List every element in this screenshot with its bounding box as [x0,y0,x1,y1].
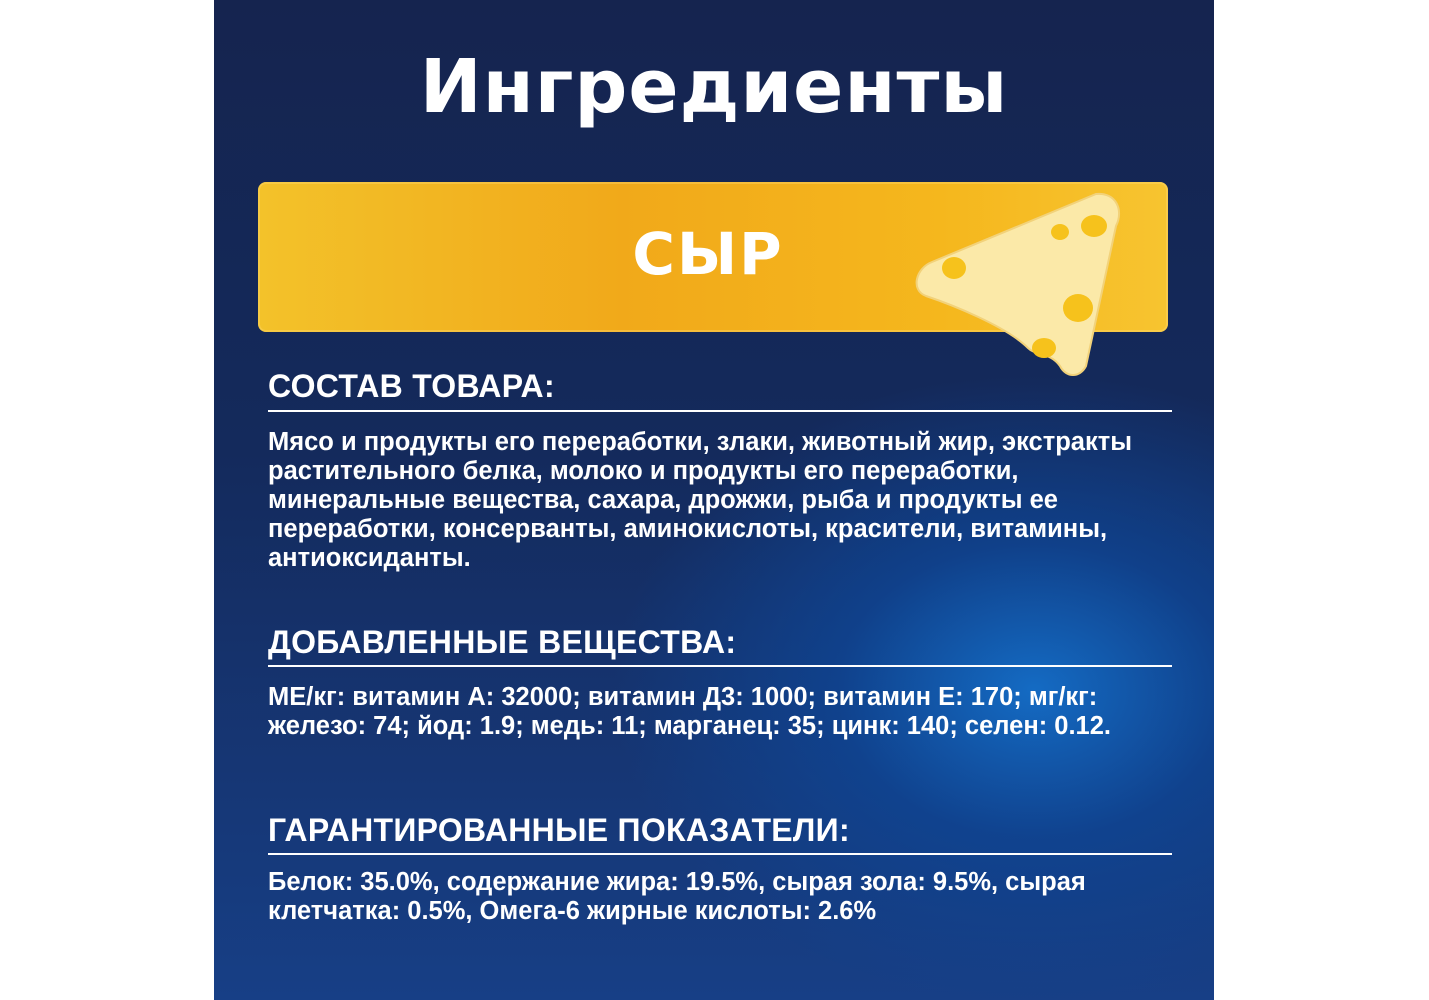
divider [268,665,1172,667]
section-body-composition: Мясо и продукты его переработки, злаки, животный жир, экстракты растительного белка, молоко и продукты его переработки, минеральные вещества, сахара, дрожжи, рыба и продукты ее переработки, консерванты, аминокислоты, красители, витамины, антиоксиданты. [268,428,1133,572]
divider [268,410,1172,412]
section-heading-additives: ДОБАВЛЕННЫЕ ВЕЩЕСТВА: [268,624,737,660]
section-body-additives: МЕ/кг: витамин А: 32000; витамин Д3: 1000; витамин Е: 170; мг/кг: железо: 74; йод: 1.9; медь: 11; марганец: 35; цинк: 140; селен: 0.12. [268,683,1112,740]
page-title: Ингредиенты [419,44,1009,130]
section-heading-guaranteed-analysis: ГАРАНТИРОВАННЫЕ ПОКАЗАТЕЛИ: [268,812,850,848]
section-heading-composition: СОСТАВ ТОВАРА: [268,368,555,404]
divider [268,853,1172,855]
cheese-icon [910,186,1130,382]
ingredients-panel [214,0,1214,1000]
section-body-guaranteed-analysis: Белок: 35.0%, содержание жира: 19.5%, сырая зола: 9.5%, сырая клетчатка: 0.5%, Омега-6 жирные кислоты: 2.6% [268,868,1086,925]
flavor-label: СЫР [632,220,784,288]
